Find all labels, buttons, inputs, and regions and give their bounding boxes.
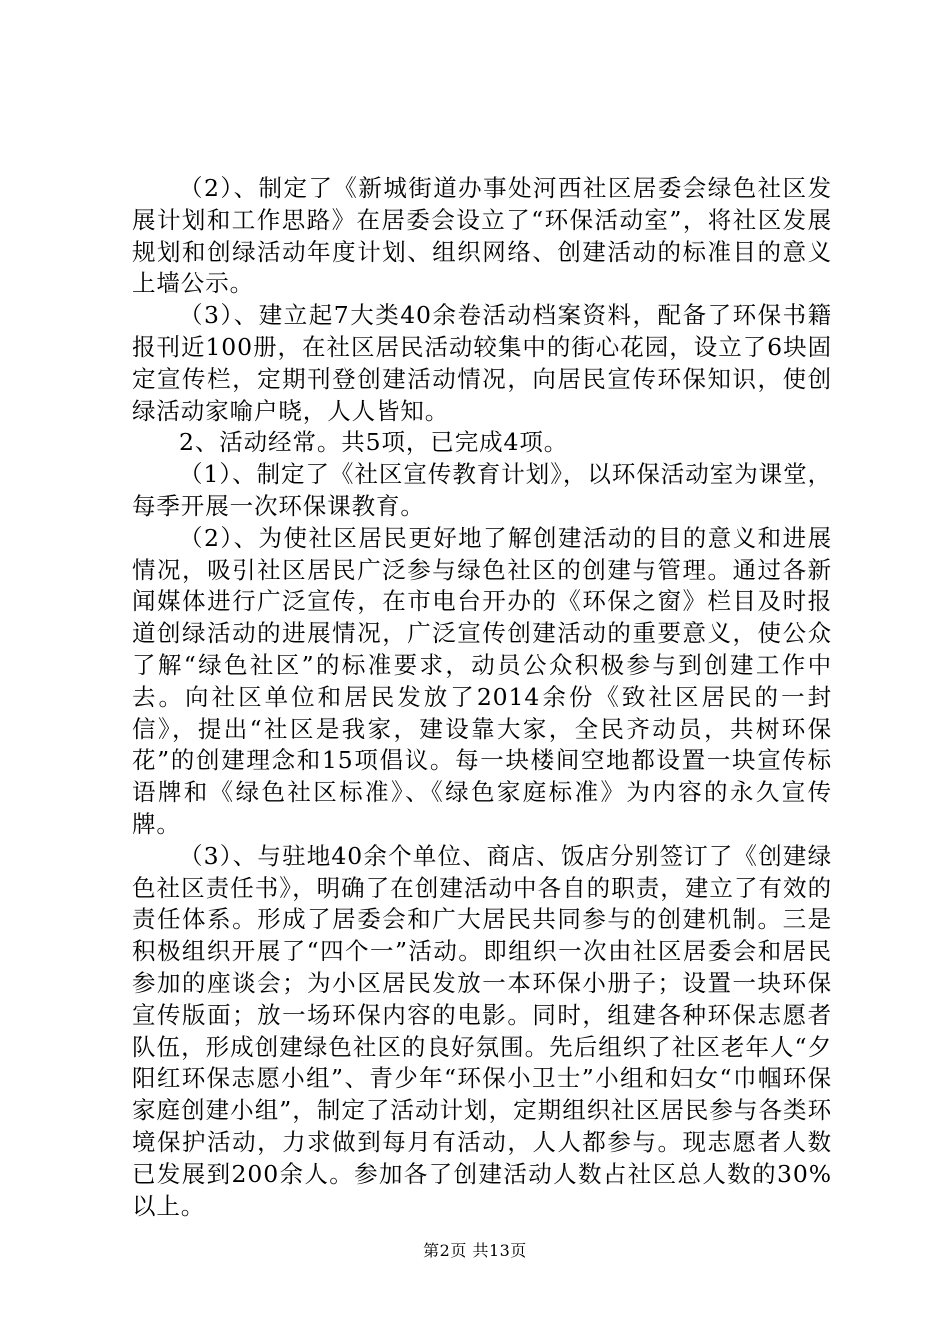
paragraph: （2）、制定了《新城街道办事处河西社区居委会绿色社区发展计划和工作思路》在居委会设立了“环保活动室”，将社区发展规划和创绿活动年度计划、组织网络、创建活动的标准目的意义上墙公示。 (132, 174, 832, 298)
paragraph: （2）、为使社区居民更好地了解创建活动的目的意义和进展情况，吸引社区居民广泛参与绿色社区的创建与管理。通过各新闻媒体进行广泛宣传，在市电台开办的《环保之窗》栏目及时报道创绿活动的进展情况，广泛宣传创建活动的重要意义，使公众了解“绿色社区”的标准要求，动员公众积极参与到创建工作中去。向社区单位和居民发放了2014余份《致社区居民的一封信》，提出“社区是我家，建设靠大家，全民齐动员，共树环保花”的创建理念和15项倡议。每一块楼间空地都设置一块宣传标语牌和《绿色社区标准》、《绿色家庭标准》为内容的永久宣传牌。 (132, 523, 832, 838)
paragraph: （3）、与驻地40余个单位、商店、饭店分别签订了《创建绿色社区责任书》，明确了在创建活动中各自的职责，建立了有效的责任体系。形成了居委会和广大居民共同参与的创建机制。三是积极组织开展了“四个一”活动。即组织一次由社区居委会和居民参加的座谈会；为小区居民发放一本环保小册子；设置一块环保宣传版面；放一场环保内容的电影。同时，组建各种环保志愿者队伍，形成创建绿色社区的良好氛围。先后组织了社区老年人“夕阳红环保志愿小组”、青少年“环保小卫士”小组和妇女“巾帼环保家庭创建小组”，制定了活动计划，定期组织社区居民参与各类环境保护活动，力求做到每月有活动，人人都参与。现志愿者人数已发展到200余人。参加各了创建活动人数占社区总人数的30%以上。 (132, 841, 832, 1220)
page-number-footer: 第2页 共13页 (423, 1241, 527, 1260)
paragraph: （1）、制定了《社区宣传教育计划》，以环保活动室为课堂，每季开展一次环保课教育。 (132, 460, 832, 520)
paragraph: （3）、建立起7大类40余卷活动档案资料，配备了环保书籍报刊近100册，在社区居民活动较集中的街心花园，设立了6块固定宣传栏，定期刊登创建活动情况，向居民宣传环保知识，使创绿活动家喻户晓，人人皆知。 (132, 301, 832, 425)
document-body (132, 173, 832, 1222)
paragraph: 2、活动经常。共5项，已完成4项。 (179, 428, 569, 457)
